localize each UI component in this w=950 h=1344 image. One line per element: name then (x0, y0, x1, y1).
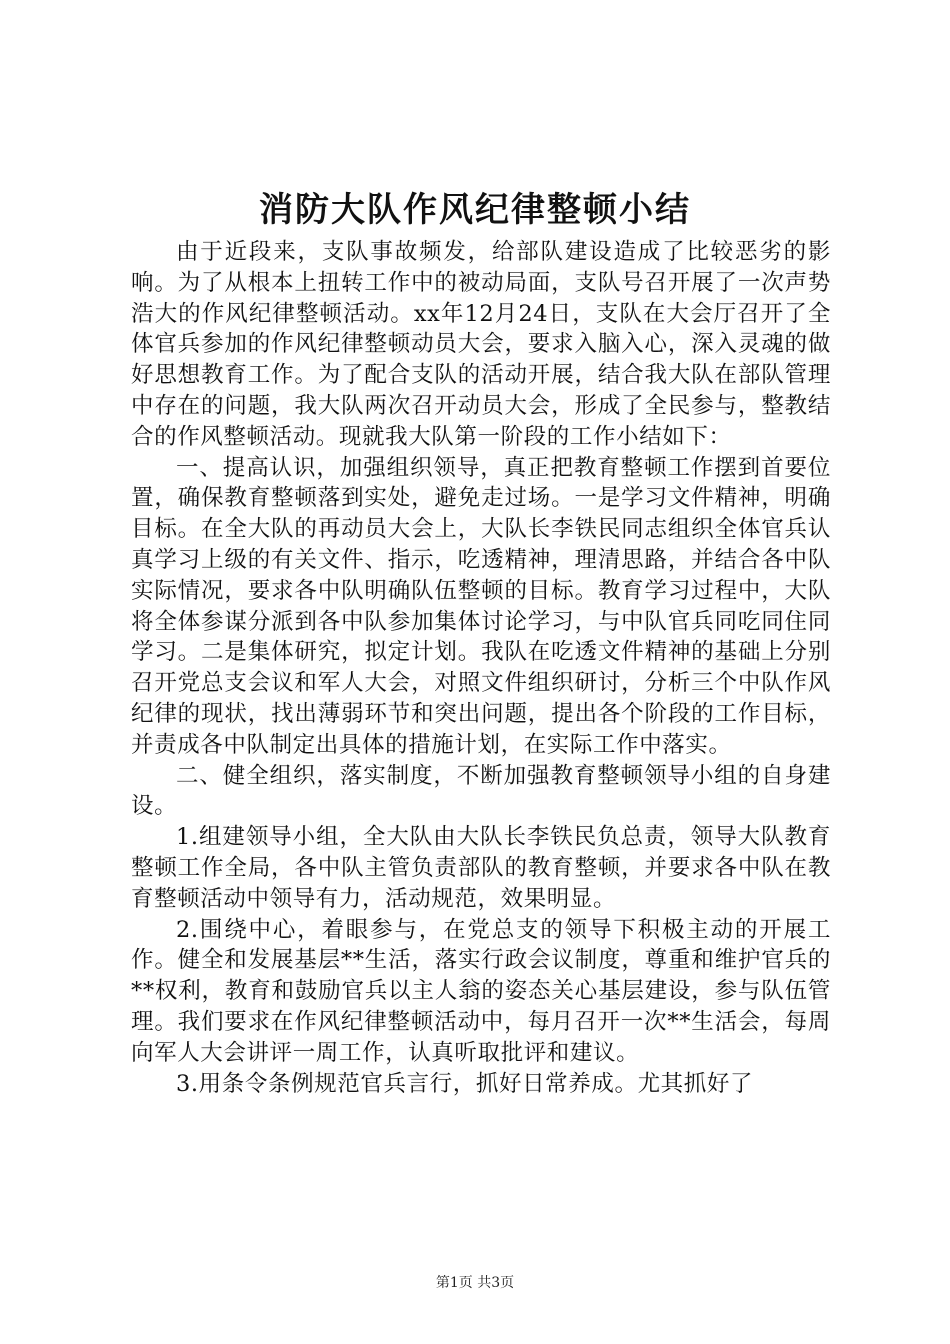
paragraph-item-2: 2.围绕中心，着眼参与，在党总支的领导下积极主动的开展工作。健全和发展基层**生活，落实行政会议制度，尊重和维护官兵的**权利，教育和鼓励官兵以主人翁的姿态关心基层建设，参与队伍管理。我们要求在作风纪律整顿活动中，每月召开一次**生活会，每周向军人大会讲评一周工作，认真听取批评和建议。 (131, 916, 831, 1066)
document-body (131, 237, 831, 1099)
paragraph-section-1: 一、提高认识，加强组织领导，真正把教育整顿工作摆到首要位置，确保教育整顿落到实处，避免走过场。一是学习文件精神，明确目标。在全大队的再动员大会上，大队长李铁民同志组织全体官兵认真学习上级的有关文件、指示，吃透精神，理清思路，并结合各中队实际情况，要求各中队明确队伍整顿的目标。教育学习过程中，大队将全体参谋分派到各中队参加集体讨论学习，与中队官兵同吃同住同学习。二是集体研究，拟定计划。我队在吃透文件精神的基础上分别召开党总支会议和军人大会，对照文件组织研讨，分析三个中队作风纪律的现状，找出薄弱环节和突出问题，提出各个阶段的工作目标，并责成各中队制定出具体的措施计划，在实际工作中落实。 (131, 454, 831, 758)
paragraph-item-3: 3.用条令条例规范官兵言行，抓好日常养成。尤其抓好了 (176, 1070, 754, 1097)
document-title: 消防大队作风纪律整顿小结 (259, 190, 691, 230)
paragraph-section-2: 二、健全组织，落实制度，不断加强教育整顿领导小组的自身建设。 (131, 762, 831, 820)
paragraph-intro: 由于近段来，支队事故频发，给部队建设造成了比较恶劣的影响。为了从根本上扭转工作中的被动局面，支队号召开展了一次声势浩大的作风纪律整顿活动。xx年12月24日，支队在大会厅召开了全体官兵参加的作风纪律整顿动员大会，要求入脑入心，深入灵魂的做好思想教育工作。为了配合支队的活动开展，结合我大队在部队管理中存在的问题，我大队两次召开动员大会，形成了全民参与，整教结合的作风整顿活动。现就我大队第一阶段的工作小结如下： (131, 239, 831, 450)
paragraph-item-1: 1.组建领导小组，全大队由大队长李铁民负总责，领导大队教育整顿工作全局，各中队主管负责部队的教育整顿，并要求各中队在教育整顿活动中领导有力，活动规范，效果明显。 (131, 824, 831, 912)
page-number-footer: 第1页 共3页 (435, 1275, 515, 1291)
